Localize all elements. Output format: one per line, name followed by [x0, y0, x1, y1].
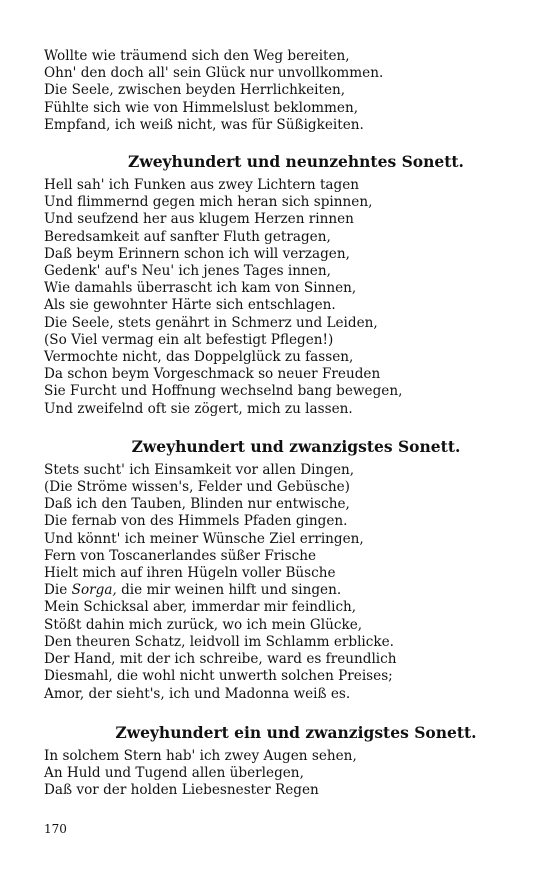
sonnet-219-title: Zweyhundert und neunzehntes Sonett.	[128, 152, 464, 172]
sonnet-220-body	[44, 462, 524, 703]
verse-line: Und könnt' ich meiner Wünsche Ziel erringen,	[44, 530, 364, 547]
verse-line: Beredsamkeit auf sanfter Fluth getragen,	[44, 228, 331, 245]
verse-line: Die Seele, zwischen beyden Herrlichkeiten,	[44, 82, 346, 99]
verse-line: Der Hand, mit der ich schreibe, ward es freundlich	[44, 651, 397, 668]
verse-line: Amor, der sieht's, ich und Madonna weiß es.	[44, 685, 351, 702]
sonnet-221-title: Zweyhundert ein und zwanzigstes Sonett.	[115, 722, 477, 742]
verse-line: Fühlte sich wie von Himmelslust beklommen,	[44, 99, 359, 116]
verse-line: Vermochte nicht, das Doppelglück zu fassen,	[44, 349, 354, 366]
verse-line: Diesmahl, die wohl nicht unwerth solchen Preises;	[44, 668, 393, 685]
sonnet-221-body	[44, 748, 524, 800]
sonnet-219-body	[44, 177, 524, 418]
verse-line: Die fernab von des Himmels Pfaden gingen.	[44, 513, 348, 530]
verse-line	[44, 582, 524, 599]
page-number: 170	[44, 822, 67, 836]
verse-text: Die	[44, 582, 72, 599]
verse-line: Sie Furcht und Hoffnung wechselnd bang bewegen,	[44, 383, 403, 400]
page-body	[44, 48, 524, 799]
italic-place-name: Sorga,	[71, 582, 117, 599]
verse-line: (Die Ströme wissen's, Felder und Gebüsche)	[44, 479, 350, 496]
verse-line: Stößt dahin mich zurück, wo ich mein Glücke,	[44, 616, 363, 633]
verse-line: Und flimmernd gegen mich heran sich spinnen,	[44, 194, 373, 211]
sonnet-220-title: Zweyhundert und zwanzigstes Sonett.	[131, 436, 461, 456]
verse-line: Daß ich den Tauben, Blinden nur entwische,	[44, 496, 350, 513]
verse-line: Hell sah' ich Funken aus zwey Lichtern tagen	[44, 177, 360, 194]
verse-line: Wie damahls überrascht ich kam von Sinnen,	[44, 280, 357, 297]
verse-line: Als sie gewohnter Härte sich entschlagen.	[44, 297, 336, 314]
fragment-stanza	[44, 48, 524, 134]
verse-line: An Huld und Tugend allen überlegen,	[44, 764, 304, 781]
verse-line: In solchem Stern hab' ich zwey Augen sehen,	[44, 747, 357, 764]
verse-line: Ohn' den doch all' sein Glück nur unvollkommen.	[44, 65, 384, 82]
verse-text: die mir weinen hilft und singen.	[116, 582, 342, 599]
verse-line: Fern von Toscanerlandes süßer Frische	[44, 547, 317, 564]
verse-line: Wollte wie träumend sich den Weg bereiten,	[44, 48, 350, 64]
verse-line: Stets sucht' ich Einsamkeit vor allen Dingen,	[44, 461, 355, 478]
verse-line: Mein Schicksal aber, immerdar mir feindlich,	[44, 599, 357, 616]
verse-line: Da schon beym Vorgeschmack so neuer Freuden	[44, 366, 381, 383]
verse-line: Daß vor der holden Liebesnester Regen	[44, 782, 319, 799]
verse-line: Empfand, ich weiß nicht, was für Süßigkeiten.	[44, 116, 364, 133]
verse-line: Gedenk' auf's Neu' ich jenes Tages innen,	[44, 263, 331, 280]
verse-line: (So Viel vermag ein alt befestigt Pflegen!)	[44, 331, 334, 348]
verse-line: Und zweifelnd oft sie zögert, mich zu lassen.	[44, 400, 353, 417]
verse-line: Daß beym Erinnern schon ich will verzagen,	[44, 245, 350, 262]
verse-line: Hielt mich auf ihren Hügeln voller Büsche	[44, 565, 336, 582]
verse-line: Die Seele, stets genährt in Schmerz und Leiden,	[44, 314, 378, 331]
verse-line: Und seufzend her aus klugem Herzen rinnen	[44, 211, 354, 228]
verse-line: Den theuren Schatz, leidvoll im Schlamm erblicke.	[44, 633, 394, 650]
